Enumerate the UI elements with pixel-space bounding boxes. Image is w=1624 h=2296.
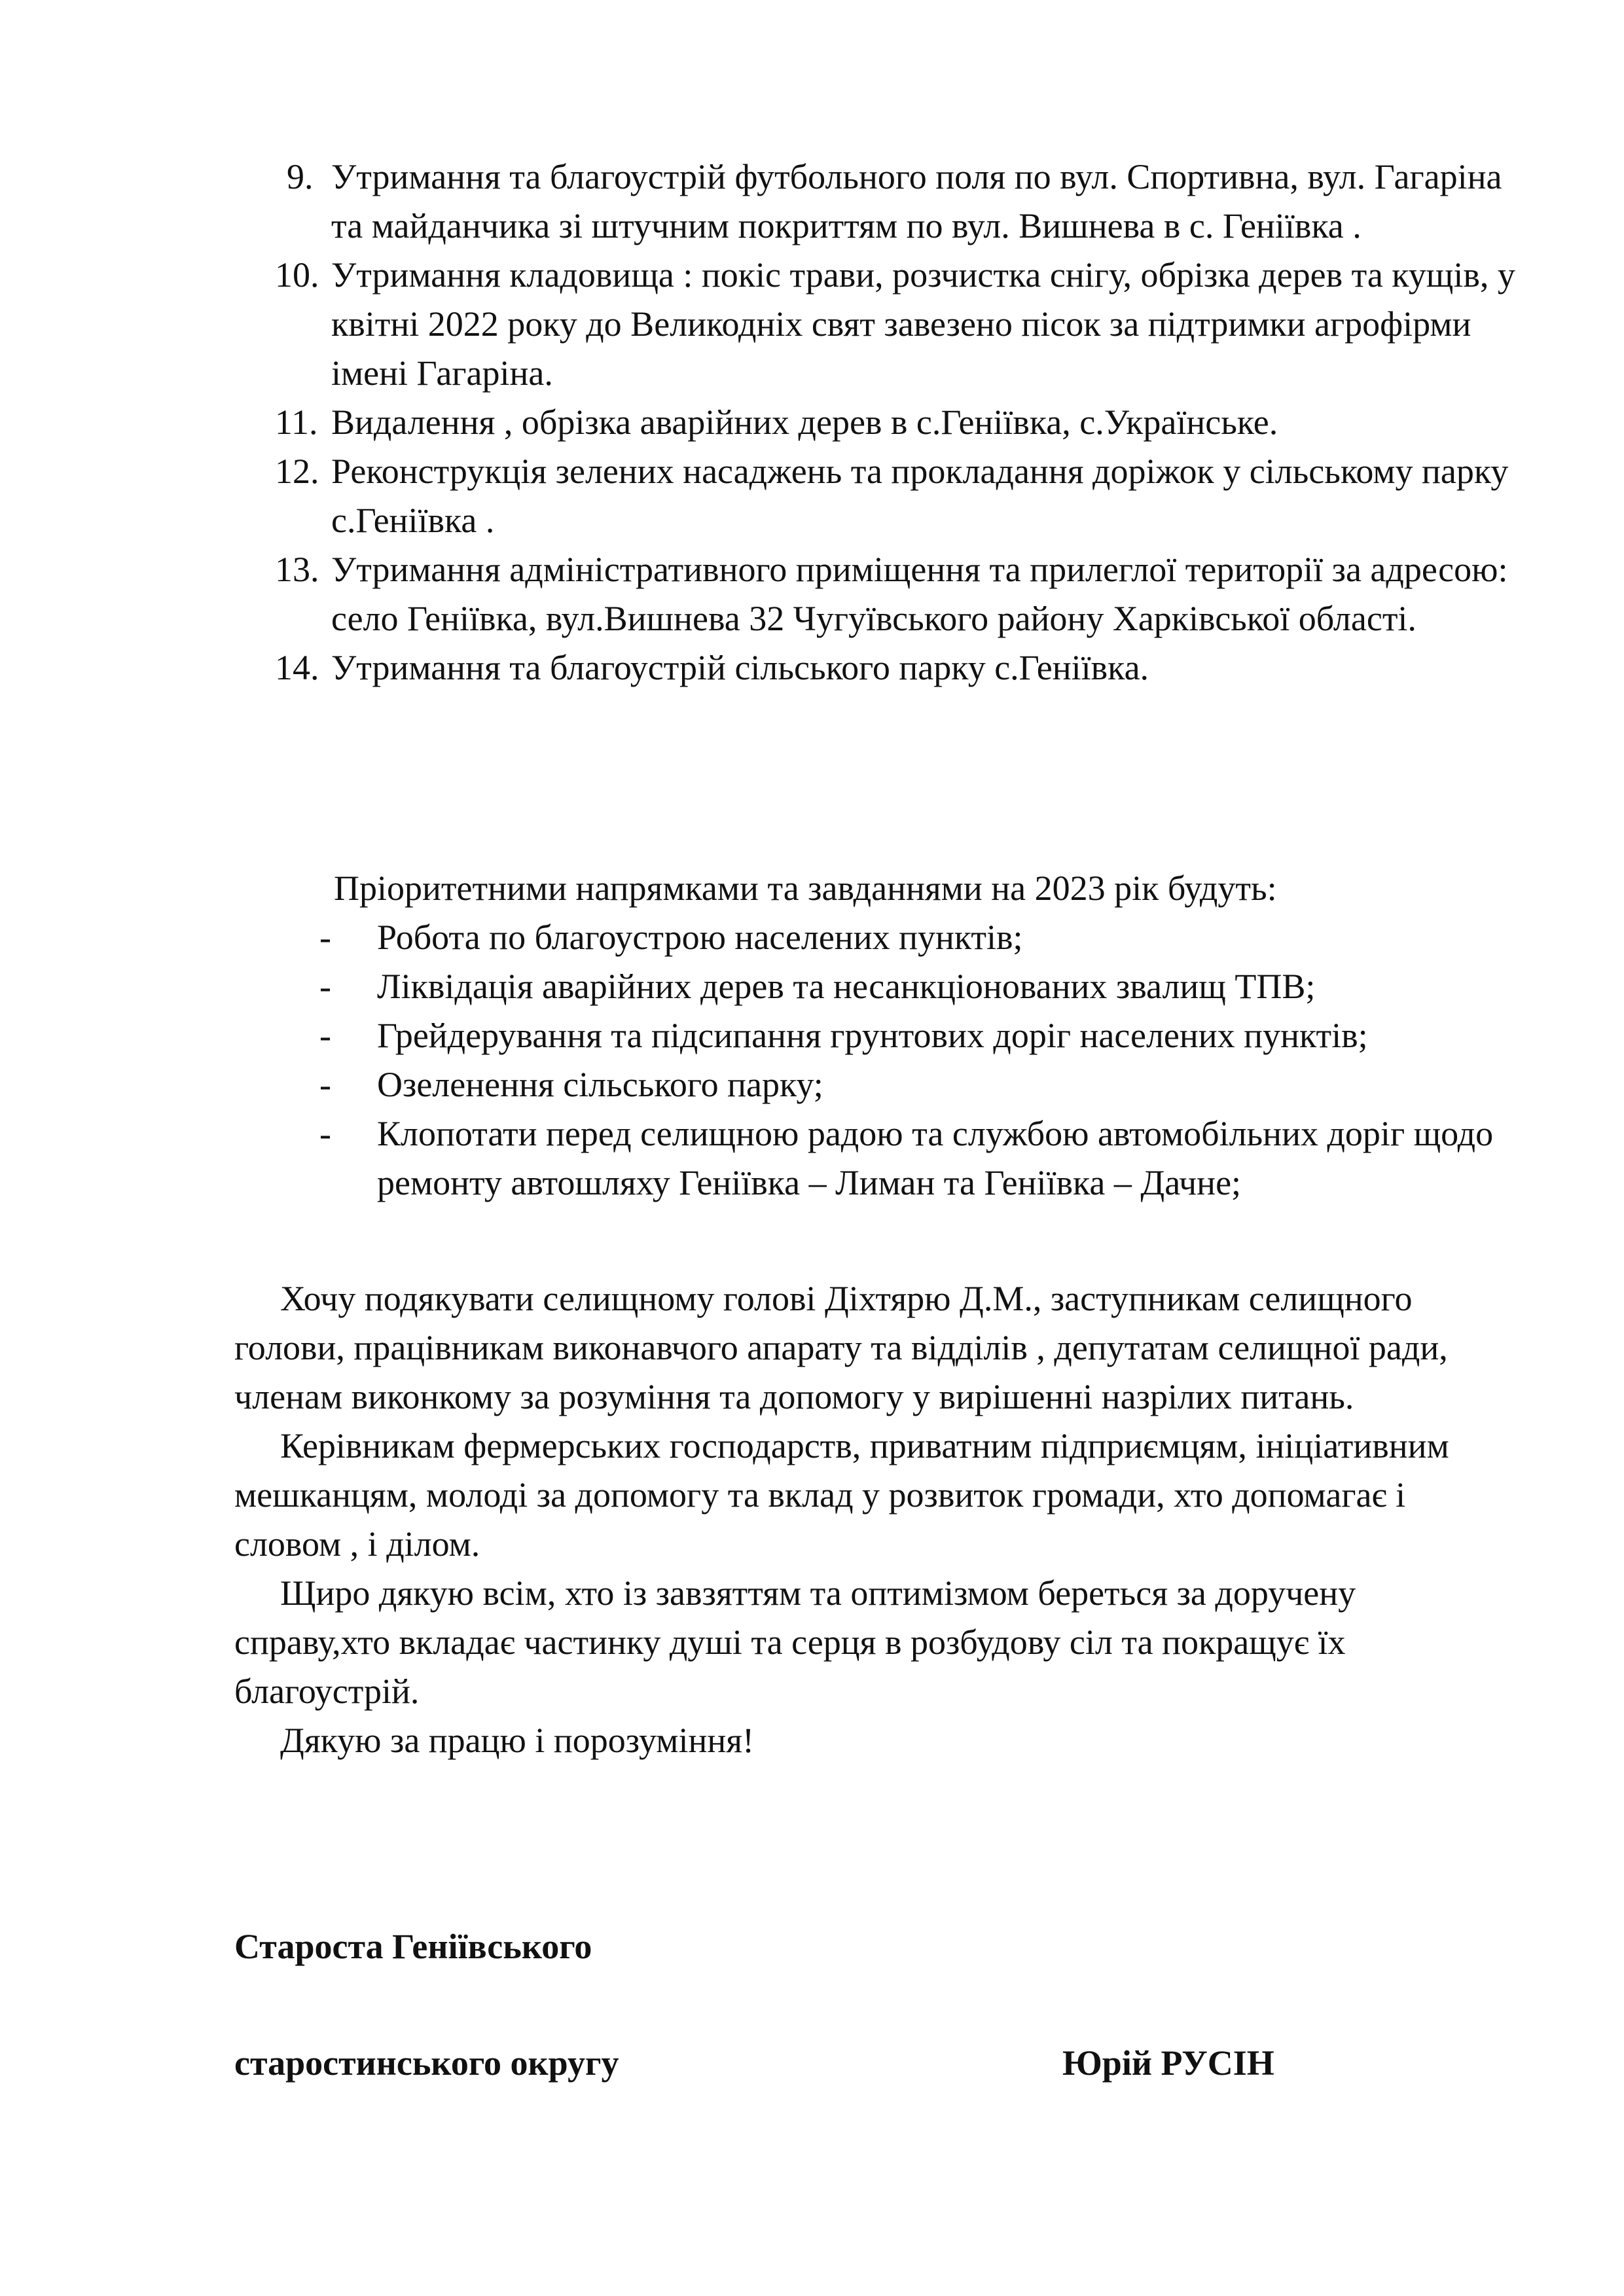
dash-bullet: - [319,967,331,1006]
item-number: 10. [275,255,319,295]
thanks-section [234,1274,1517,1765]
item-text: Озеленення сільського парку; [377,1065,823,1104]
thanks-paragraph: Керівникам фермерських господарств, приватним підприємцям, ініціативним мешканцям, молоді за допомогу та вклад у розвиток громади, хто допомагає і словом , і ділом. [234,1426,1449,1564]
signature-title-line1: Староста Геніївського [234,1927,592,1966]
item-text: Утримання кладовища : покіс трави, розчистка снігу, обрізка дерев та кущів, у квітні 2022 року до Великодніх свят завезено пісок за підтримки агрофірми імені Гагаріна. [331,255,1515,393]
priorities-section [319,864,1578,1208]
list-item [275,398,1519,447]
signatory-name: Юрій РУСІН [1062,2043,1274,2083]
item-number: 12. [275,452,319,491]
list-item [275,447,1519,545]
dash-bullet: - [319,1016,331,1055]
list-item [319,962,1578,1011]
dash-bullet: - [319,918,331,957]
thanks-paragraph: Хочу подякувати селищному голові Діхтярю Д.М., заступникам селищного голови, працівникам виконавчого апарату та відділів , депутатам селищної ради, членам виконкому за розуміння та допомогу у вирішенні назрілих питань. [234,1279,1448,1416]
item-number: 14. [275,648,319,687]
numbered-list [275,152,1519,692]
item-text: Ліквідація аварійних дерев та несанкціонованих звалищ ТПВ; [377,967,1316,1006]
dash-bullet: - [319,1065,331,1104]
item-text: Видалення , обрізка аварійних дерев в с.Геніївка, с.Українське. [331,403,1278,442]
list-item [319,1011,1578,1060]
list-item [319,1109,1578,1208]
list-item [319,913,1578,962]
thanks-paragraph: Щиро дякую всім, хто із завзяттям та оптимізмом береться за доручену справу,хто вкладає частинку душі та серця в розбудову сіл та покращує їх благоустрій. [234,1573,1356,1711]
thanks-paragraph: Дякую за працю і порозуміння! [280,1721,755,1760]
item-number: 13. [275,550,319,589]
list-item [275,152,1519,251]
item-number: 9. [287,157,314,196]
item-text: Реконструкція зелених насаджень та прокладання доріжок у сільському парку с.Геніївка . [331,452,1509,540]
item-text: Клопотати перед селищною радою та службою автомобільних доріг щодо ремонту автошляху Геніївка – Лиман та Геніївка – Дачне; [377,1114,1494,1202]
signature-block [234,1922,1347,2088]
signature-row [234,2039,1347,2088]
list-item [319,1060,1578,1109]
signature-title-line2: старостинського округу [234,2043,619,2083]
item-text: Грейдерування та підсипання грунтових доріг населених пунктів; [377,1016,1368,1055]
item-text: Утримання та благоустрій сільського парку с.Геніївка. [331,648,1149,687]
item-text: Утримання та благоустрій футбольного поля по вул. Спортивна, вул. Гагаріна та майданчика зі штучним покриттям по вул. Вишнева в с. Геніївка . [331,157,1502,245]
list-item [275,545,1519,643]
list-item [275,251,1519,398]
item-text: Робота по благоустрою населених пунктів; [377,918,1023,957]
priorities-list [319,913,1578,1208]
dash-bullet: - [319,1114,331,1153]
item-number: 11. [275,403,318,442]
list-item [275,643,1519,692]
item-text: Утримання адміністративного приміщення та прилеглої території за адресою: село Геніївка, вул.Вишнева 32 Чугуївського району Харківської області. [331,550,1508,638]
priorities-title: Пріоритетними напрямками та завданнями на 2023 рік будуть: [334,869,1277,908]
